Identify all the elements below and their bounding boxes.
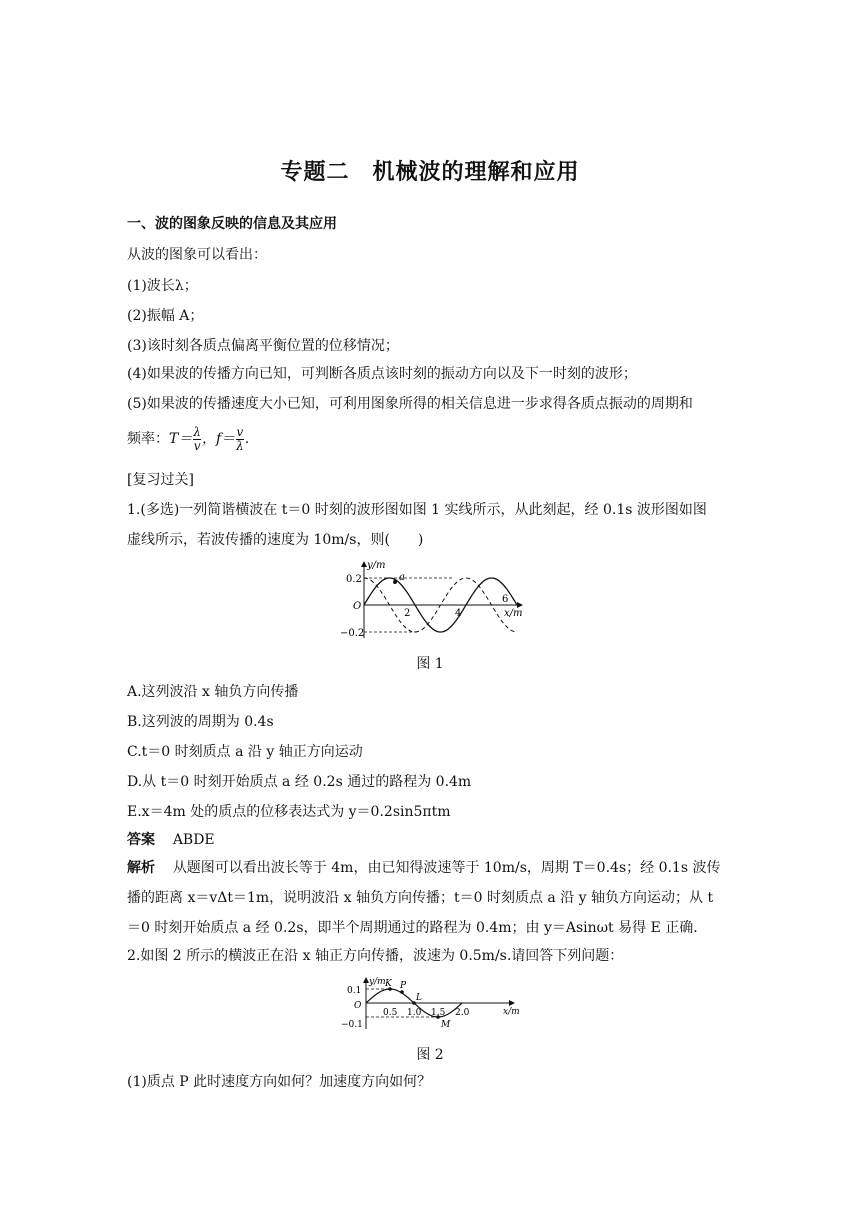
q1-option-d: D.从 t＝0 时刻开始质点 a 经 0.2s 通过的路程为 0.4m [127,774,472,790]
review-label: [复习过关] [127,472,194,488]
point-a-label: a [399,572,405,583]
x-tick-1-0: 1.0 [407,1008,422,1018]
x-tick-2: 2 [404,608,411,619]
y-axis-label: y/m [367,560,386,571]
formula-f: ，f＝ [201,431,236,447]
q1-option-e: E.x＝4m 处的质点的位移表达式为 y＝0.2sin5πtm [127,804,451,820]
x-tick-0-5: 0.5 [383,1008,398,1018]
analysis-label: 解析 [127,860,155,876]
x-axis-label: x/m [503,1007,520,1017]
q1-option-c: C.t＝0 时刻质点 a 沿 y 轴正方向运动 [127,744,363,760]
fraction-v-over-lambda [236,426,244,453]
info-item-3: (3)该时刻各质点偏离平衡位置的位移情况； [127,338,399,354]
analysis-text-1: 从题图可以看出波长等于 4m，由已知得波速等于 10m/s，周期 T＝0.4s；经 0.1s 波传 [172,860,721,876]
q2-stem: 2.如图 2 所示的横波正在沿 x 轴正方向传播，波速为 0.5m/s.请回答下列问题： [127,948,624,964]
point-a-marker [393,580,397,584]
q1-analysis-line-1 [127,858,737,878]
point-K-label: K [385,979,392,989]
info-item-4: (4)如果波的传播方向已知，可判断各质点该时刻的振动方向以及下一时刻的波形； [127,366,637,382]
figure-2-wave-graph [338,974,528,1034]
info-item-5: (5)如果波的传播速度大小已知，可利用图象所得的相关信息进一步求得各质点振动的周期和 [127,396,693,412]
point-P-label: P [400,981,407,991]
x-tick-1-5: 1.5 [431,1008,446,1018]
origin-label: O [354,1001,362,1011]
fraction-numerator: v [236,424,244,439]
fraction-denominator: λ [236,438,244,453]
y-axis-label: y/m [369,977,386,987]
y-tick-bottom: −0.2 [340,628,365,639]
figure-1-caption: 图 1 [416,656,444,672]
answer-label: 答案 [127,832,155,848]
figure-2-caption: 图 2 [416,1047,444,1063]
section-intro: 从波的图象可以看出： [127,247,267,263]
y-tick-bottom: −0.1 [341,1020,363,1030]
q1-analysis-line-3: ＝0 时刻开始质点 a 经 0.2s，即半个周期通过的路程为 0.4m；由 y＝Asinωt 易得 E 正确. [127,920,698,936]
answer-value: ABDE [172,832,215,848]
origin-label: O [353,601,362,612]
q1-stem-line-2: 虚线所示，若波传播的速度为 10m/s，则( ) [127,532,424,548]
x-axis-label: x/m [504,608,523,619]
x-tick-6: 6 [502,594,509,605]
fraction-lambda-over-v [193,426,201,453]
info-item-1: (1)波长λ； [127,278,198,294]
fraction-denominator: v [193,438,201,453]
fraction-numerator: λ [193,424,201,439]
q1-option-b: B.这列波的周期为 0.4s [127,714,274,730]
frequency-formula [127,424,737,454]
page-title: 专题二 机械波的理解和应用 [280,160,580,185]
figure-1-wave-graph [336,556,536,642]
info-item-2: (2)振幅 A； [127,308,204,324]
q1-option-a: A.这列波沿 x 轴负方向传播 [127,684,299,700]
x-tick-2-0: 2.0 [455,1008,470,1018]
formula-prefix: 频率： [127,431,169,447]
y-tick-top: 0.2 [346,574,362,585]
formula-T: T＝ [169,431,193,447]
point-M-label: M [441,1020,451,1030]
x-tick-4: 4 [455,608,462,619]
section-heading: 一、波的图象反映的信息及其应用 [127,216,337,232]
y-tick-top: 0.1 [347,986,362,996]
q1-answer [127,830,737,850]
point-L-label: L [416,993,422,1003]
q2-subquestion-1: (1)质点 P 此时速度方向如何？加速度方向如何？ [127,1074,432,1090]
q1-stem-line-1: 1.(多选)一列简谐横波在 t＝0 时刻的波形图如图 1 实线所示，从此刻起，经 0.1s 波形图如图 [127,502,707,518]
formula-end: . [244,431,250,447]
q1-analysis-line-2: 播的距离 x＝vΔt＝1m，说明波沿 x 轴负方向传播；t＝0 时刻质点 a 沿 y 轴负方向运动；从 t [127,890,714,906]
